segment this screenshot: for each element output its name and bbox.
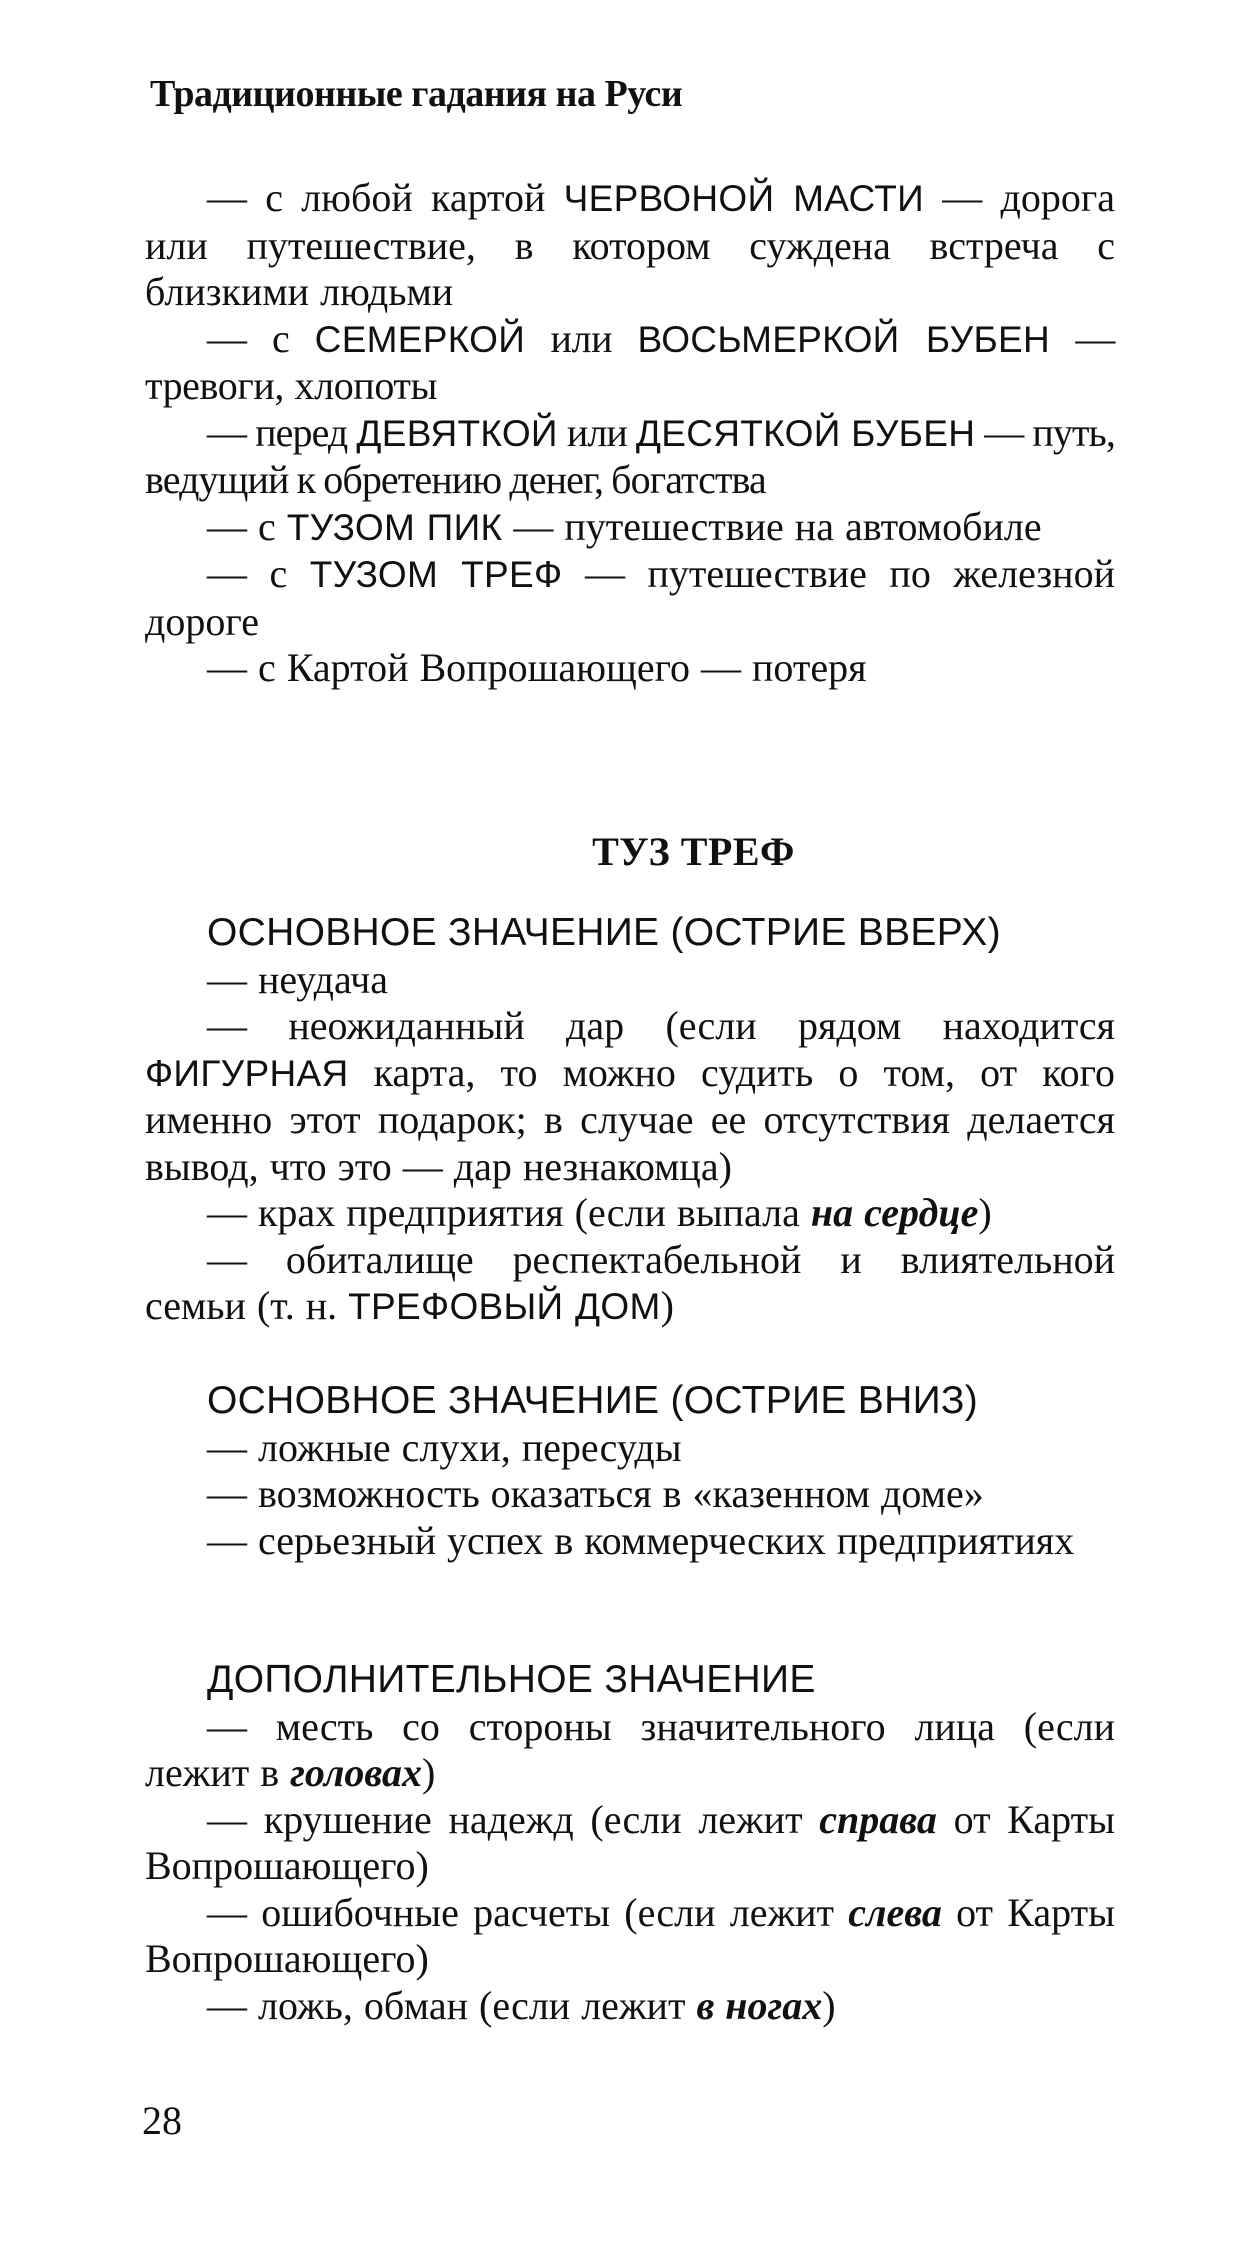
section-title: ОСНОВНОЕ ЗНАЧЕНИЕ (ОСТРИЕ ВНИЗ)	[207, 1379, 979, 1422]
list-item: — с любой картой ЧЕРВОНОЙ МАСТИ — дорога или путешествие, в котором суждена встреча с близкими людьми	[145, 175, 1116, 314]
list-item: — с ТУЗОМ ПИК — путешествие на автомобиле	[207, 503, 1042, 549]
list-item: — неудача	[207, 956, 389, 1002]
section-upright	[145, 910, 1115, 1331]
section-additional	[145, 1657, 1115, 2029]
list-item: — с Картой Вопрошающего — потеря	[207, 645, 867, 690]
list-item: — возможность оказаться в «казенном доме»	[207, 1471, 984, 1516]
list-item: — ложные слухи, пересуды	[207, 1424, 682, 1470]
list-item: — обиталище респектабельной и влиятельной семьи (т. н. ТРЕФОВЫЙ ДОМ)	[145, 1236, 1115, 1328]
running-head: Традиционные гадания на Руси	[150, 73, 683, 115]
section-title: ДОПОЛНИТЕЛЬНОЕ ЗНАЧЕНИЕ	[207, 1658, 816, 1701]
list-item: — ошибочные расчеты (если лежит слева от Карты Вопрошающего)	[145, 1889, 1115, 1981]
list-item: — месть со стороны значительного лица (если лежит в головах)	[145, 1703, 1115, 1795]
list-item: — крах предприятия (если выпала на сердце)	[207, 1190, 992, 1235]
list-item: — неожиданный дар (если рядом находится ФИГУРНАЯ карта, то можно судить о том, от кого именно этот подарок; в случае ее отсутствия делается вывод, что это — дар незнакомца)	[145, 1003, 1115, 1189]
section-title: ОСНОВНОЕ ЗНАЧЕНИЕ (ОСТРИЕ ВВЕРХ)	[207, 911, 1001, 954]
list-item: — перед ДЕВЯТКОЙ или ДЕСЯТКОЙ БУБЕН — путь, ведущий к обретению денег, богатства	[145, 409, 1115, 502]
page-number: 28	[142, 2098, 182, 2143]
card-heading: ТУЗ ТРЕФ	[592, 829, 795, 874]
list-item: — ложь, обман (если лежит в ногах)	[207, 1982, 836, 2028]
list-item: — с СЕМЕРКОЙ или ВОСЬМЕРКОЙ БУБЕН — тревоги, хлопоты	[145, 315, 1115, 408]
section-reversed	[145, 1378, 1115, 1564]
list-item: — крушение надежд (если лежит справа от Карты Вопрошающего)	[145, 1796, 1116, 1888]
list-item: — серьезный успех в коммерческих предприятиях	[207, 1517, 1075, 1563]
list-item: — с ТУЗОМ ТРЕФ — путешествие по железной дороге	[145, 551, 1115, 644]
intro-list	[145, 175, 1115, 692]
